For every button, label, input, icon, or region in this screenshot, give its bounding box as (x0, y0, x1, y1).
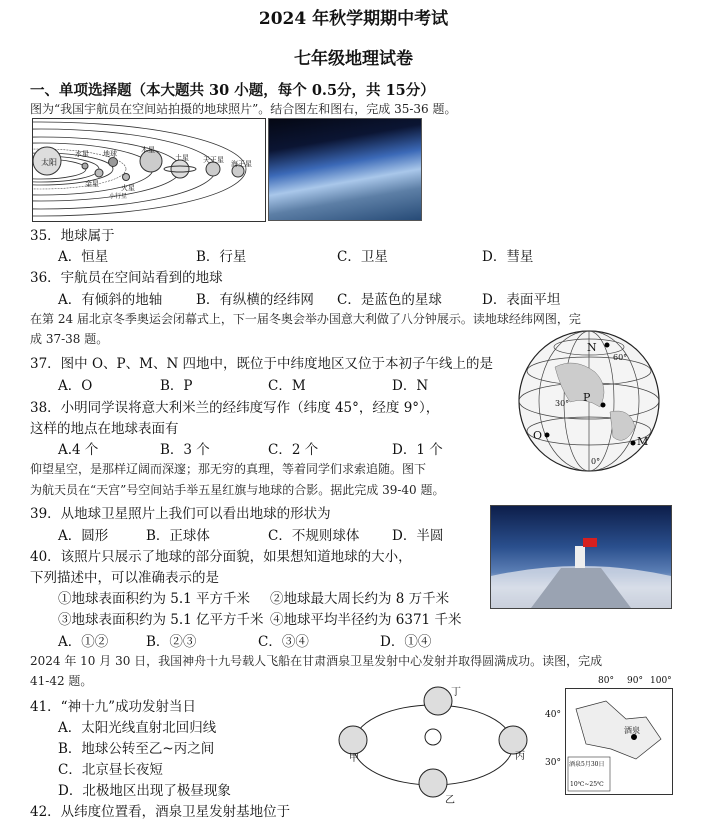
q37-option-b: B．P (160, 378, 193, 394)
label-mars: 火星 (121, 184, 135, 192)
jiuquan-map-figure (545, 676, 675, 796)
q38-stem-line1: 38．小明同学误将意大利米兰的经纬度写作（纬度 45°，经度 9°）， (30, 400, 440, 416)
exam-title: 2024 年秋学期期中考试 (258, 9, 449, 29)
globe-label-o: O (533, 429, 543, 442)
q40-option-b: B．②③ (146, 634, 197, 650)
q36-stem: 36．宇航员在空间站看到的地球 (30, 270, 223, 286)
q36-option-b: B．有纵横的经纬网 (196, 292, 314, 308)
globe-label-0: 0° (591, 457, 601, 466)
map-lat-40: 40° (545, 710, 561, 720)
label-jupiter: 木星 (141, 146, 155, 154)
q37-option-c: C．M (268, 378, 306, 394)
orbit-label-jia: 甲 (349, 753, 359, 764)
map-lon-90: 90° (627, 676, 643, 686)
q35-stem: 35．地球属于 (30, 228, 115, 244)
q38-option-a: A.4 个 (58, 442, 99, 458)
globe-label-m: M (637, 435, 649, 448)
label-saturn: 土星 (175, 154, 189, 162)
q39-stem: 39．从地球卫星照片上我们可以看出地球的形状为 (30, 506, 331, 522)
q40-statement-1: ①地球表面积约为 5.1 平方千米 (58, 591, 251, 607)
globe-graticule-figure (515, 327, 663, 475)
globe-label-n: N (587, 341, 597, 354)
q41-option-b: B．地球公转至乙~丙之间 (58, 741, 215, 757)
q35-option-a: A．恒星 (58, 249, 109, 265)
orbit-label-bing: 丙 (515, 751, 525, 762)
label-neptune: 海王星 (231, 160, 252, 168)
label-sun: 太阳 (41, 158, 57, 167)
q40-stem-line2: 下列描述中，可以准确表示的是 (30, 570, 219, 586)
q40-statement-4: ④地球平均半径约为 6371 千米 (270, 612, 462, 628)
q38-stem-line2: 这样的地点在地球表面有 (30, 421, 179, 437)
q36-option-c: C．是蓝色的星球 (337, 292, 442, 308)
section-heading: 一、单项选择题（本大题共 30 小题，每个 0.5分，共 15分） (30, 82, 435, 99)
exam-subtitle: 七年级地理试卷 (294, 49, 413, 69)
map-weather-date: 酒泉5月30日 (569, 761, 605, 768)
q40-option-d: D．①④ (380, 634, 432, 650)
intro-39-40-line1: 仰望星空，是那样辽阔而深邃；那无穷的真理，等着同学们求索追随。图下 (30, 462, 427, 476)
intro-37-38-line2: 成 37-38 题。 (30, 332, 109, 346)
space-station-photo (490, 505, 672, 609)
label-mercury: 水星 (75, 150, 89, 158)
globe-label-60: 60° (613, 353, 628, 362)
q38-option-d: D．1 个 (392, 442, 443, 458)
intro-35-36: 图为“我国宇航员在空间站拍摄的地球照片”。结合图左和图右，完成 35-36 题。 (30, 102, 457, 116)
map-lat-30: 30° (545, 758, 561, 768)
q39-option-d: D．半圆 (392, 528, 444, 544)
q35-option-d: D．彗星 (482, 249, 534, 265)
q41-option-d: D．北极地区出现了极昼现象 (58, 783, 231, 799)
map-label-jiuquan: 酒泉 (624, 726, 640, 735)
globe-label-p: P (583, 391, 591, 404)
orbit-label-ding: 丁 (451, 687, 461, 698)
q37-option-d: D．N (392, 378, 429, 394)
q40-option-a: A．①② (58, 634, 109, 650)
label-asteroid: 小行星 (109, 193, 128, 200)
q41-stem: 41．“神十九”成功发射当日 (30, 699, 196, 715)
q40-statement-3: ③地球表面积约为 5.1 亿平方千米 (58, 612, 264, 628)
map-frame (565, 688, 673, 795)
globe-label-30: 30° (555, 399, 570, 408)
q38-option-c: C．2 个 (268, 442, 319, 458)
intro-39-40-line2: 为航天员在“天宫”号空间站手举五星红旗与地球的合影。据此完成 39-40 题。 (30, 483, 445, 497)
q39-option-a: A．圆形 (58, 528, 109, 544)
orbit-label-yi: 乙 (445, 795, 455, 806)
q40-stem-line1: 40．该照片只展示了地球的部分面貌，如果想知道地球的大小， (30, 549, 412, 565)
q39-option-b: B．正球体 (146, 528, 210, 544)
map-lon-80: 80° (598, 676, 614, 686)
intro-41-42-line2: 41-42 题。 (30, 674, 93, 688)
q37-stem: 37．图中 O、P、M、N 四地中，既位于中纬度地区又位于本初子午线上的是 (30, 356, 494, 372)
q40-option-c: C．③④ (258, 634, 309, 650)
intro-37-38-line1: 在第 24 届北京冬季奥运会闭幕式上，下一届冬奥会举办国意大利做了八分钟展示。读地球经纬网图，完 (30, 312, 581, 326)
q40-statement-2: ②地球最大周长约为 8 万千米 (270, 591, 450, 607)
label-venus: 金星 (85, 180, 99, 188)
q35-option-b: B．行星 (196, 249, 247, 265)
q35-option-c: C．卫星 (337, 249, 388, 265)
map-lon-100: 100° (650, 676, 672, 686)
q37-option-a: A．O (58, 378, 93, 394)
intro-41-42-line1: 2024 年 10 月 30 日，我国神舟十九号载人飞船在甘肃酒泉卫星发射中心发射并取得圆满成功。读图，完成 (30, 654, 603, 668)
map-weather-temp: 10℃~25℃ (570, 781, 604, 788)
label-uranus: 天王星 (203, 156, 224, 164)
earth-photo (268, 118, 422, 221)
q39-option-c: C．不规则球体 (268, 528, 360, 544)
q41-option-a: A．太阳光线直射北回归线 (58, 720, 217, 736)
q38-option-b: B．3 个 (160, 442, 210, 458)
q36-option-d: D．表面平坦 (482, 292, 561, 308)
q36-option-a: A．有倾斜的地轴 (58, 292, 163, 308)
q42-stem: 42．从纬度位置看，酒泉卫星发射基地位于 (30, 804, 291, 820)
q41-option-c: C．北京昼长夜短 (58, 762, 163, 778)
earth-orbit-figure (333, 675, 533, 811)
label-earth: 地球 (103, 150, 117, 158)
solar-system-figure (32, 118, 266, 222)
